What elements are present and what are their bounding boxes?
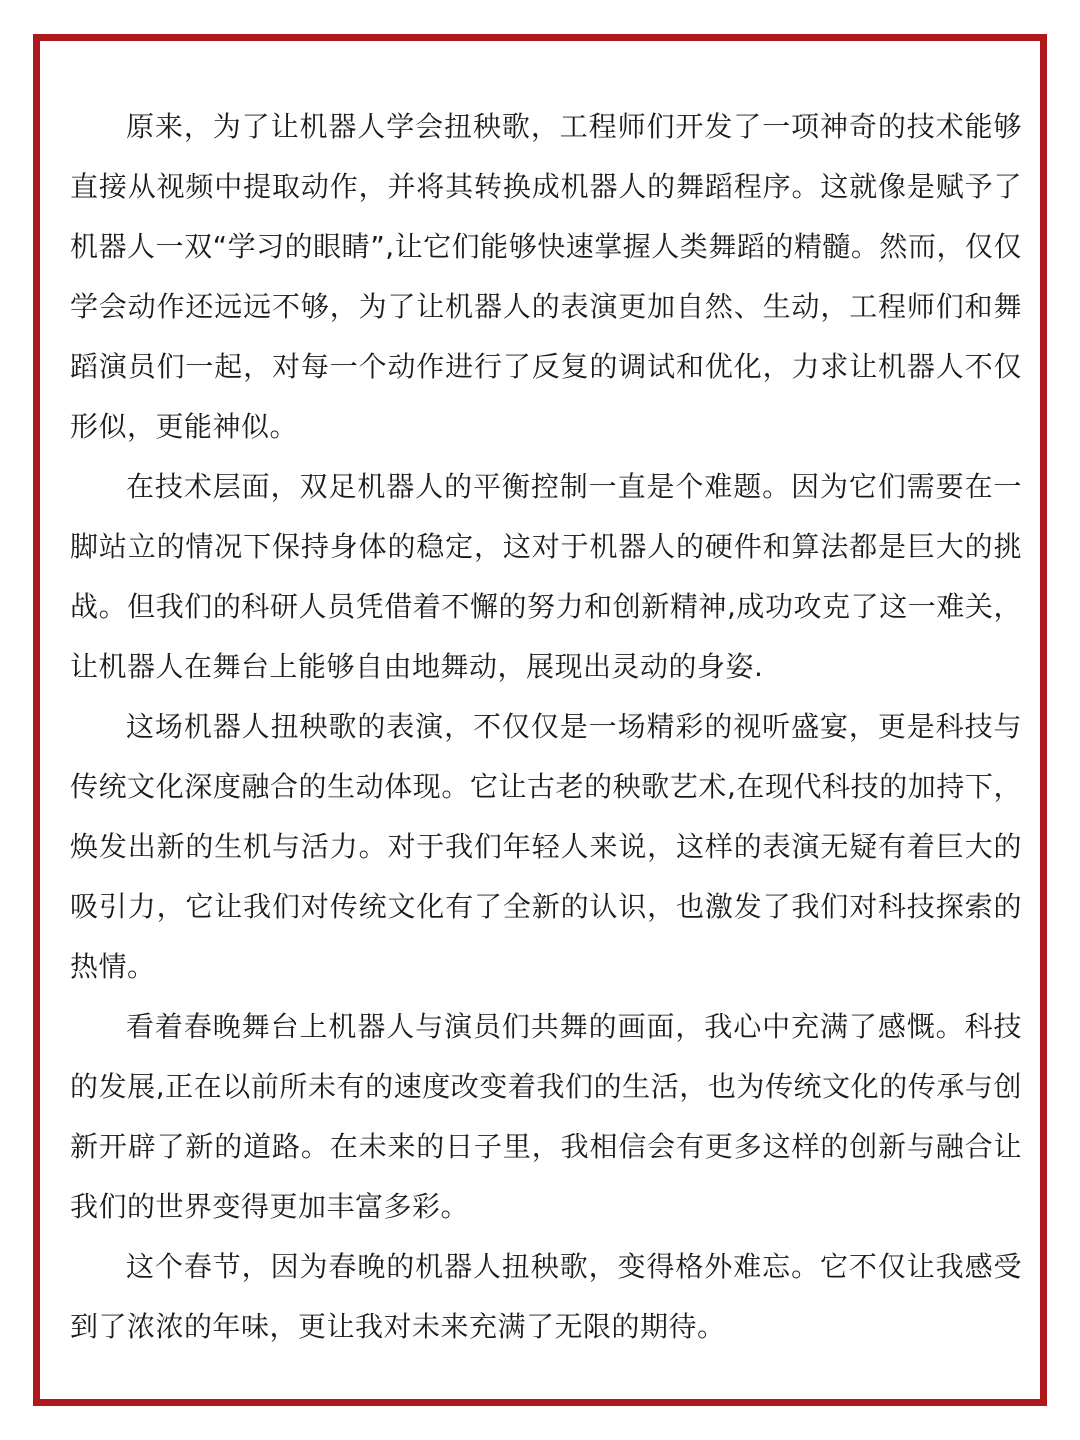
article-body — [70, 97, 1022, 1357]
paragraph-4: 看着春晚舞台上机器人与演员们共舞的画面，我心中充满了感慨。科技的发展,正在以前所未有的速度改变着我们的生活，也为传统文化的传承与创新开辟了新的道路。在未来的日子里，我相信会有更多这样的创新与融合让我们的世界变得更加丰富多彩。 — [70, 1010, 1022, 1223]
paragraph-3: 这场机器人扭秧歌的表演，不仅仅是一场精彩的视听盛宴，更是科技与传统文化深度融合的生动体现。它让古老的秧歌艺术,在现代科技的加持下，焕发出新的生机与活力。对于我们年轻人来说，这样的表演无疑有着巨大的吸引力，它让我们对传统文化有了全新的认识，也激发了我们对科技探索的热情。 — [70, 710, 1022, 983]
paragraph-1: 原来，为了让机器人学会扭秧歌，工程师们开发了一项神奇的技术能够直接从视频中提取动作，并将其转换成机器人的舞蹈程序。这就像是赋予了机器人一双“学习的眼睛”,让它们能够快速掌握人类舞蹈的精髓。然而，仅仅学会动作还远远不够，为了让机器人的表演更加自然、生动，工程师们和舞蹈演员们一起，对每一个动作进行了反复的调试和优化，力求让机器人不仅形似，更能神似。 — [70, 110, 1022, 443]
red-border-frame — [33, 34, 1047, 1406]
paragraph-5: 这个春节，因为春晚的机器人扭秧歌，变得格外难忘。它不仅让我感受到了浓浓的年味，更让我对未来充满了无限的期待。 — [70, 1250, 1022, 1343]
paragraph-2: 在技术层面，双足机器人的平衡控制一直是个难题。因为它们需要在一脚站立的情况下保持身体的稳定，这对于机器人的硬件和算法都是巨大的挑战。但我们的科研人员凭借着不懈的努力和创新精神,成功攻克了这一难关，让机器人在舞台上能够自由地舞动，展现出灵动的身姿. — [70, 470, 1022, 683]
